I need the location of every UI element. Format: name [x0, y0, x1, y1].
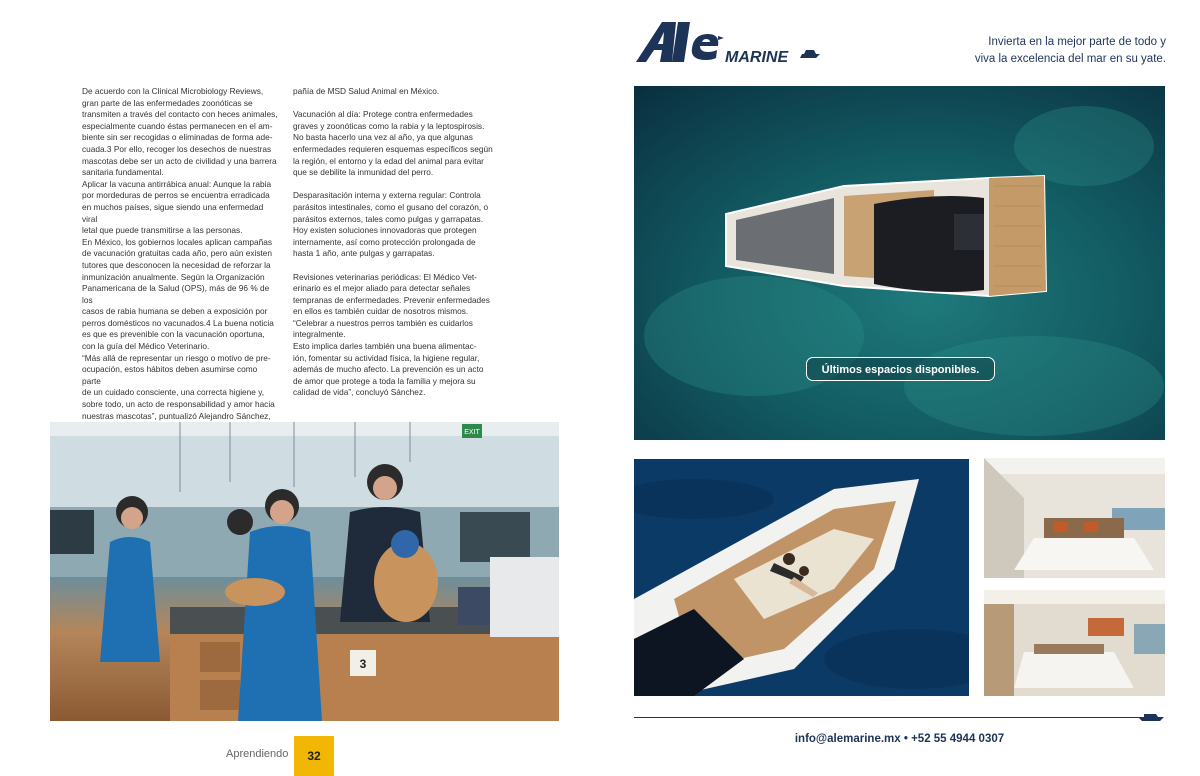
yacht-cabin-illustration [984, 458, 1165, 578]
article-paragraph: Aplicar la vacuna antirrábica anual: Aunque la rabia por mordeduras de perros se encuentra erradicada en muchos países, sigue siendo una enfermedad viral letal que puede transmitirse a las personas. [82, 178, 272, 236]
ale-marine-logo-mark [632, 18, 832, 66]
page-number-text: 32 [307, 749, 321, 763]
availability-badge: Últimos espacios disponibles. [806, 357, 995, 381]
yacht-cabin-photo [984, 458, 1165, 578]
ad-tagline [866, 34, 1166, 68]
yacht-aerial-illustration [634, 86, 1165, 440]
article-paragraph: Revisiones veterinarias periódicas: El Médico Vet- erinario es el mejor aliado para detectar señales tempranas de enfermedades. Prevenir enfermedades en ellos es también cuidar de nosotros mismos. “Celebrar a nuestros perros también es cuidarlos integralmente. Esto implica darles también una buena alimentac- ión, fomentar su actividad física, la higiene regular, además de mucho afecto. La prevención es un acto de amor que protege a toda la familia y mejora su calidad de vida”, concluyó Sánchez. [293, 271, 490, 398]
tagline-line: viva la excelencia del mar en su yate. [974, 53, 1166, 65]
yacht-aerial-photo [634, 86, 1165, 440]
section-label: Aprendiendo [226, 748, 289, 760]
yacht-icon [1138, 711, 1168, 721]
article-paragraph: Desparasitación interna y externa regular: Controla parásitos intestinales, como el gusano del corazón, o parásitos externos, tales como pulgas y garrapatas. Hoy existen soluciones innovadoras que protegen internamente, así como protección prolongada de hasta 1 año, ante pulgas y garrapatas. [293, 190, 489, 259]
yacht-deck-illustration [634, 459, 969, 696]
veterinary-clinic-photo [50, 422, 559, 721]
contact-info: info@alemarine.mx • +52 55 4944 0307 [794, 733, 1005, 745]
yacht-suite-illustration [984, 590, 1165, 696]
veterinary-clinic-illustration [50, 422, 559, 721]
yacht-suite-photo [984, 590, 1165, 696]
article-paragraph: De acuerdo con la Clinical Microbiology Reviews, gran parte de las enfermedades zoonóticas se transmiten a través del contacto con heces animales, especialmente cuando éstas permanecen en el am- biente sin ser recogidas o eliminadas de forma ade- cuada.3 Por ello, recoger los desechos de nuestras mascotas debe ser un acto de civilidad y una barrera sanitaria fundamental. [82, 86, 278, 178]
article-paragraph: En México, los gobiernos locales aplican campañas de vacunación gratuitas cada año, pero aún existen tutores que desconocen la necesidad de reforzar la inmunización anualmente. Según la Organización Panamericana de la Salud (OPS), más de 96 % de los casos de rabia humana se deben a exposición por perros domésticos no vacunados.4 La buena noticia es que es prevenible con la vacunación oportuna, con la guía del Médico Veterinario. [82, 236, 274, 352]
article-column-2 [293, 86, 499, 399]
ale-marine-logo [632, 18, 832, 66]
article-paragraph: “Más allá de representar un riesgo o motivo de pre- ocupación, estos hábitos deben asumirse como parte de un cuidado consciente, una correcta higiene y, sobre todo, un acto de responsabilidad y amor hacia nuestras mascotas”, puntualizó Alejandro Sánchez, [82, 352, 275, 421]
article-paragraph: Vacunación al día: Protege contra enfermedades graves y zoonóticas como la rabia y la leptospirosis. No basta hacerlo una vez al año, ya que algunas enfermedades requieren esquemas específicos según la región, el entorno y la edad del animal para evitar que se debilite la inmunidad del perro. [293, 109, 493, 178]
article-column-1 [82, 86, 278, 434]
page-number [294, 736, 334, 776]
article-paragraph: pañía de MSD Salud Animal en México. [293, 86, 440, 96]
yacht-deck-photo [634, 459, 969, 696]
exit-sign: EXIT [464, 429, 480, 436]
counter-number: 3 [359, 657, 367, 671]
logo-marine-text: MARINE [725, 49, 789, 66]
footer-divider [634, 717, 1154, 718]
tagline-line: Invierta en la mejor parte de todo y [988, 36, 1166, 48]
